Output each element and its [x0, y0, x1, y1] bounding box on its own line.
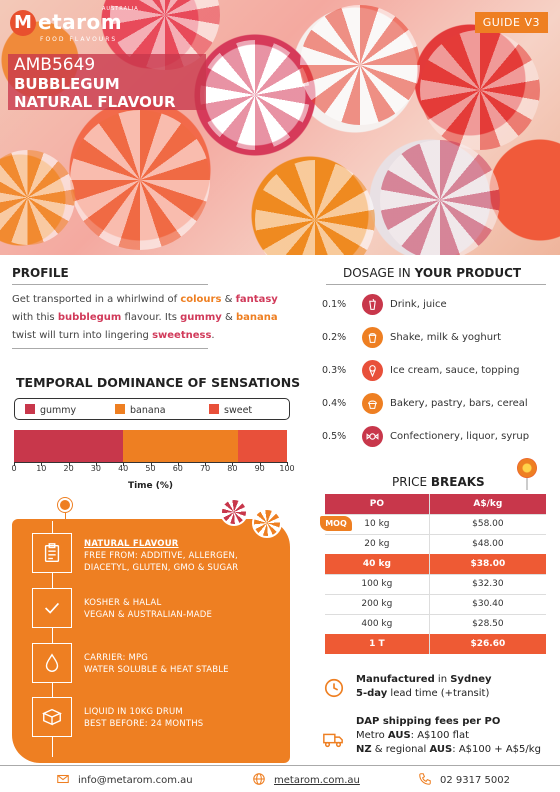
dosage-row [322, 294, 552, 316]
table-row [325, 594, 546, 614]
dosage-row [322, 393, 552, 415]
tick-label: 10 [36, 464, 47, 473]
truck-icon [322, 728, 344, 750]
product-code: AMB5649 [14, 55, 96, 75]
cell-price: $28.50 [429, 614, 546, 634]
manufacture-info [356, 673, 492, 701]
phone-number[interactable]: 02 9317 5002 [440, 775, 510, 786]
divider [52, 683, 53, 697]
profile-description [12, 291, 296, 345]
tds-bar-chart [14, 430, 287, 462]
cell-qty: 10 kg [325, 514, 429, 534]
feature-packaging [84, 706, 284, 730]
candy-icon [220, 498, 248, 526]
cell-qty: 20 kg [325, 534, 429, 554]
cell-price: $26.60 [429, 634, 546, 654]
dosage-percent: 0.3% [322, 365, 347, 376]
tick-label: 70 [200, 464, 211, 473]
moq-badge: MOQ [320, 516, 352, 531]
logo-name: etarom [38, 10, 123, 34]
table-row [325, 574, 546, 594]
ice-cream-icon [362, 360, 383, 381]
table-row [325, 534, 546, 554]
candy-swirl [420, 30, 540, 150]
feature-line: CARRIER: MPG [84, 653, 149, 663]
table-header-row [325, 494, 546, 514]
bar-gummy [14, 430, 123, 462]
highlight-word: bubblegum [57, 312, 122, 323]
text: Metro [356, 730, 388, 741]
table-row-highlight [325, 634, 546, 654]
product-title-box [8, 54, 206, 110]
cell-qty: 40 kg [325, 554, 429, 574]
tick-label: 40 [118, 464, 129, 473]
legend-swatch [25, 404, 35, 414]
divider [52, 737, 53, 757]
text: Sydney [450, 674, 492, 685]
cell-price: $58.00 [429, 514, 546, 534]
footer-divider [0, 765, 560, 766]
text: flavour. Its [121, 312, 181, 323]
candy-icon [252, 508, 282, 538]
legend-gummy [25, 404, 76, 416]
column-header-price: A$/kg [429, 494, 546, 514]
legend-sweet [209, 404, 252, 416]
footer-email[interactable] [56, 772, 193, 786]
tick-label: 100 [279, 464, 295, 473]
text: NZ [356, 744, 372, 755]
legend-banana [115, 404, 166, 416]
feature-certification [84, 597, 284, 621]
guide-version-badge: GUIDE V3 [475, 12, 548, 33]
candy-swirl [300, 5, 420, 125]
cell-price: $38.00 [429, 554, 546, 574]
text: twist will turn into lingering [12, 330, 153, 341]
logo-country: AUSTRALIA [102, 6, 139, 12]
dosage-percent: 0.5% [322, 431, 347, 442]
dosage-label: Bakery, pastry, bars, cereal [390, 398, 528, 409]
text: AUS [429, 744, 453, 755]
feature-line: VEGAN & AUSTRALIAN-MADE [84, 610, 213, 620]
phone-icon [418, 772, 432, 786]
table-row-highlight [325, 554, 546, 574]
dosage-percent: 0.1% [322, 299, 347, 310]
text: & regional [371, 744, 430, 755]
box-package-icon [32, 697, 72, 737]
text: : A$100 + A$5/kg [452, 744, 541, 755]
highlight-word: fantasy [235, 294, 278, 305]
shipping-title [356, 715, 541, 729]
product-name-line1: BUBBLEGUM [14, 75, 120, 93]
dosage-label: Confectionery, liquor, syrup [390, 431, 530, 442]
clock-icon [323, 677, 345, 699]
candy-swirl [0, 150, 75, 245]
tick-label: 30 [90, 464, 101, 473]
highlight-word: gummy [180, 312, 222, 323]
tick-label: 60 [172, 464, 183, 473]
divider [52, 628, 53, 643]
feature-line: LIQUID IN 10KG DRUM [84, 707, 183, 717]
feature-natural [84, 538, 284, 574]
dosage-row [322, 360, 552, 382]
text: YOUR PRODUCT [414, 266, 522, 280]
shipping-regional [356, 743, 541, 757]
dosage-label: Ice cream, sauce, topping [390, 365, 520, 376]
highlight-word: colours [180, 294, 222, 305]
price-breaks-heading [392, 475, 485, 489]
email-link[interactable]: info@metarom.com.au [78, 775, 193, 786]
hero-candy-image [0, 0, 560, 255]
dosage-label: Drink, juice [390, 299, 447, 310]
cupcake-icon [362, 393, 383, 414]
column-header-po: PO [325, 494, 429, 514]
text: Manufactured [356, 674, 435, 685]
feature-line: KOSHER & HALAL [84, 598, 162, 608]
text: 5-day [356, 688, 388, 699]
tick-label: 0 [11, 464, 17, 473]
shipping-metro [356, 729, 541, 743]
tick-label: 80 [227, 464, 238, 473]
website-link[interactable]: metarom.com.au [274, 775, 360, 786]
text: BREAKS [430, 475, 485, 489]
product-name-line2: NATURAL FLAVOUR [14, 93, 176, 111]
feature-carrier [84, 652, 284, 676]
water-drop-icon [32, 643, 72, 683]
cell-price: $48.00 [429, 534, 546, 554]
lollipop-stick [526, 476, 528, 490]
text: in [434, 674, 451, 685]
divider [52, 521, 53, 533]
tick-label: 50 [145, 464, 156, 473]
footer-website[interactable] [252, 772, 360, 786]
text: with this [12, 312, 58, 323]
candy-swirl [70, 110, 210, 250]
bar-sweet [238, 430, 287, 462]
candy-swirl [255, 160, 375, 255]
table-row [325, 614, 546, 634]
text: DAP shipping fees per PO [356, 716, 501, 727]
feature-line: BEST BEFORE: 24 MONTHS [84, 719, 204, 729]
tick-label: 90 [254, 464, 265, 473]
logo-subtitle: FOOD FLAVOURS [40, 36, 118, 43]
dosage-heading [343, 266, 521, 280]
x-axis-label: Time (%) [127, 481, 174, 491]
dosage-row [322, 327, 552, 349]
highlight-word: sweetness [152, 330, 212, 341]
divider [12, 284, 208, 285]
feature-line: FREE FROM: ADDITIVE, ALLERGEN, [84, 551, 238, 561]
metarom-logo [10, 6, 139, 50]
footer-phone[interactable] [418, 772, 510, 786]
dosage-row [322, 426, 552, 448]
candy-swirl [380, 140, 500, 255]
table-row [325, 514, 546, 534]
legend-swatch [115, 404, 125, 414]
text: : A$100 flat [410, 730, 470, 741]
text: . [211, 330, 215, 341]
legend-label: sweet [224, 405, 253, 416]
divider [326, 284, 546, 285]
lollipop-icon [517, 458, 537, 478]
cell-qty: 200 kg [325, 594, 429, 614]
candy-wrapper-icon [362, 426, 383, 447]
cell-qty: 1 T [325, 634, 429, 654]
text: lead time (+transit) [387, 688, 490, 699]
highlight-word: banana [235, 312, 278, 323]
cell-price: $30.40 [429, 594, 546, 614]
cell-qty: 400 kg [325, 614, 429, 634]
feature-line: DIACETYL, GLUTEN, GMO & SUGAR [84, 563, 239, 573]
feature-line: WATER SOLUBLE & HEAT STABLE [84, 665, 229, 675]
email-icon [56, 772, 70, 786]
globe-icon [252, 772, 266, 786]
tick-label: 20 [63, 464, 74, 473]
bar-banana [123, 430, 238, 462]
legend-label: banana [130, 405, 166, 416]
text: PRICE [392, 475, 431, 489]
legend-swatch [209, 404, 219, 414]
logo-mark: M [10, 10, 36, 36]
shipping-info [356, 715, 541, 757]
feature-title: NATURAL FLAVOUR [84, 539, 179, 549]
legend-label: gummy [40, 405, 77, 416]
divider [12, 348, 208, 349]
tds-heading: TEMPORAL DOMINANCE OF SENSATIONS [16, 375, 301, 390]
text: DOSAGE IN [343, 266, 415, 280]
text: AUS [387, 730, 411, 741]
text: & [221, 312, 236, 323]
drink-icon [362, 294, 383, 315]
profile-heading: PROFILE [12, 266, 69, 280]
divider [52, 573, 53, 588]
price-table [325, 494, 546, 654]
checkmark-icon [32, 588, 72, 628]
candy-dot-icon [58, 498, 72, 512]
shake-icon [362, 327, 383, 348]
manufacture-line [356, 673, 492, 687]
dosage-percent: 0.2% [322, 332, 347, 343]
cell-price: $32.30 [429, 574, 546, 594]
clipboard-icon [32, 533, 72, 573]
dosage-percent: 0.4% [322, 398, 347, 409]
dosage-label: Shake, milk & yoghurt [390, 332, 502, 343]
text: Get transported in a whirlwind of [12, 294, 181, 305]
cell-qty: 100 kg [325, 574, 429, 594]
text: & [221, 294, 236, 305]
candy-swirl [200, 40, 310, 150]
tds-legend [14, 398, 290, 420]
lead-time-line [356, 687, 492, 701]
